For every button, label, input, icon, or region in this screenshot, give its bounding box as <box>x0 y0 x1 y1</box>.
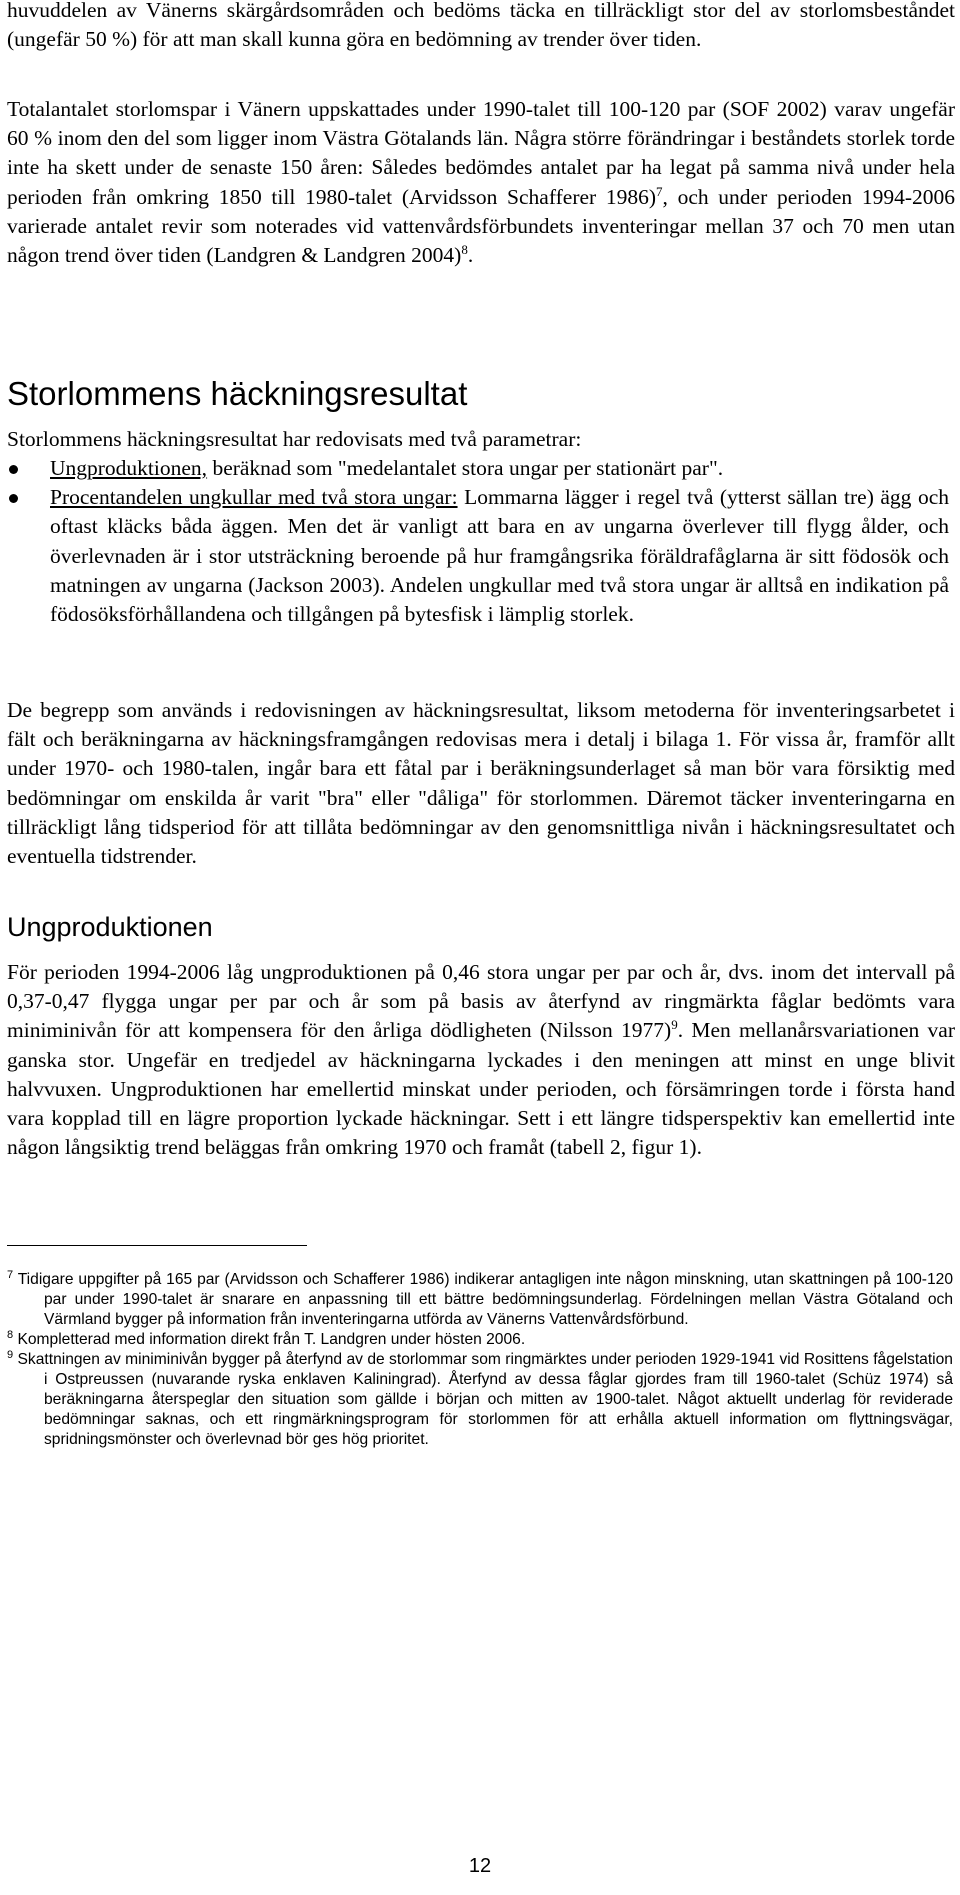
page-number: 12 <box>468 1855 492 1877</box>
footnote-9 <box>7 1350 953 1450</box>
term-procentandelen: Procentandelen ungkullar med två stora ungar: <box>50 485 458 510</box>
bullet-icon <box>9 494 18 503</box>
ungproduktionen-paragraph <box>7 958 955 1162</box>
intro-paragraph-2-text-a: Totalantalet storlomspar i Vänern uppskattades under 1990-talet till 100-120 par (SOF 2002) varav ungefär 60 % inom den del som ligger inom Västra Götalands län. Några större förändringar i beståndets storlek torde inte ha skett under de senaste 150 åren: Således bedömdes antalet par ha legat på samma nivå under hela perioden från omkring 1850 till 1980-talet (Arvidsson Schafferer 1986) <box>7 97 955 209</box>
intro-paragraph-2-text-c: . <box>467 243 474 268</box>
footnotes <box>7 1270 953 1450</box>
footnote-ref-7[interactable]: 7 <box>656 183 663 199</box>
ungproduktionen-text-a: För perioden 1994-2006 låg ungproduktionen på 0,46 stora ungar per par och år, dvs. inom det intervall på 0,37-0,47 flygga ungar per par och år som på basis av återfynd av ringmärkta fåglar bedömts vara miniminivån för att kompensera för den årliga dödligheten (Nilsson 1977) <box>7 960 955 1043</box>
parameter-list <box>7 454 955 629</box>
footnote-text: Skattningen av miniminivån bygger på återfynd av de storlommar som ringmärktes under perioden 1929-1941 vid Rosittens fågelstation i Ostpreussen (nuvarande ryska enklaven Kaliningrad). Återfynd av dessa fåglar gjordes fram till 1960-talet (Schüz 1974) så beräkningarna återspeglar den situation som gällde i början och mitten av 1900-talet. Något aktuellt underlag för reviderade bedömningar saknas, och ett ringmärkningsprogram för storlommen för att erhålla aktuell information om flyttningsvägar, spridningsmönster och överlevnad bör ges hög prioritet. <box>17 1351 953 1448</box>
bullet-icon <box>9 465 18 474</box>
list-item <box>7 483 955 629</box>
footnote-ref-9[interactable]: 9 <box>671 1017 678 1033</box>
footnote-8 <box>7 1330 953 1350</box>
footnote-number: 9 <box>7 1348 14 1361</box>
list-item <box>7 454 955 483</box>
footnote-number: 7 <box>7 1268 14 1281</box>
footnote-number: 8 <box>7 1328 14 1341</box>
footnote-ref-8[interactable]: 8 <box>461 241 468 257</box>
intro-paragraph-2-text-b: , och under perioden 1994-2006 varierade antalet revir som noterades vid vattenvårdsförbundets inventeringar mellan 37 och 70 men utan någon trend över tiden (Landgren & Landgren 2004) <box>7 184 955 268</box>
intro-paragraph-1: huvuddelen av Vänerns skärgårdsområden och bedöms täcka en tillräckligt stor del av storlomsbeståndet (ungefär 50 %) för att man skall kunna göra en bedömning av trender över tiden. <box>7 0 955 52</box>
methods-paragraph: De begrepp som används i redovisningen av häckningsresultat, liksom metoderna för inventeringsarbetet i fält och beräkningarna av häckningsframgången redovisas mera i detalj i bilaga 1. För vissa år, framför allt under 1970- och 1980-talen, ingår bara ett fåtal par i beräkningsunderlaget så man bör vara försiktig med bedömningar om enskilda år varit "bra" eller "dåliga" för storlommen. Däremot täcker inventeringarna en tillräckligt lång tidsperiod för att tillåta bedömningar av den genomsnittliga nivån i häckningsresultatet och eventuella tidstrender. <box>7 698 955 869</box>
section-lead: Storlommens häckningsresultat har redovisats med två parametrar: <box>7 427 582 451</box>
footnote-7 <box>7 1270 953 1330</box>
term-ungproduktionen: Ungproduktionen, <box>50 456 208 480</box>
footnote-text: Kompletterad med information direkt från T. Landgren under hösten 2006. <box>17 1331 526 1348</box>
intro-paragraph-2 <box>7 95 955 270</box>
section-heading-hackningsresultat: Storlommens häckningsresultat <box>7 375 468 412</box>
ungproduktionen-text-b: . Men mellanårsvariationen var ganska stor. Ungefär en tredjedel av häckningarna lyckades i den meningen att minst en unge blivit halvvuxen. Ungproduktionen har emellertid minskat under perioden, och försämringen torde i första hand vara kopplad till en lägre proportion lyckade häckningar. Sett i ett längre tidsperspektiv kan emellertid inte någon långsiktig trend beläggas från omkring 1970 och framåt (tabell 2, figur 1). <box>7 1018 955 1160</box>
footnote-divider <box>7 1245 307 1246</box>
list-item-text: beräknad som "medelantalet stora ungar per stationärt par". <box>207 456 724 480</box>
list-item-text: Lommarna lägger i regel två (ytterst sällan tre) ägg och oftast kläcks båda äggen. Men det är vanligt att bara en av ungarna överlever till flygg ålder, och överlevnaden är i stor utsträckning beroende på hur framgångsrika föräldrafåglarna är sitt födosök och matningen av ungarna (Jackson 2003). Andelen ungkullar med två stora ungar är alltså en indikation på födosöksförhållandena och tillgången på bytesfisk i lämplig storlek. <box>50 485 949 627</box>
section-heading-ungproduktionen: Ungproduktionen <box>7 912 213 942</box>
footnote-text: Tidigare uppgifter på 165 par (Arvidsson och Schafferer 1986) indikerar antagligen inte någon minskning, utan skattningen på 100-120 par under 1990-talet är snarare en anpassning till ett bättre bedömningsunderlag. Fördelningen mellan Västra Götaland och Värmland bygger på information från inventeringarna utförda av Vänerns Vattenvårdsförbund. <box>17 1271 953 1328</box>
